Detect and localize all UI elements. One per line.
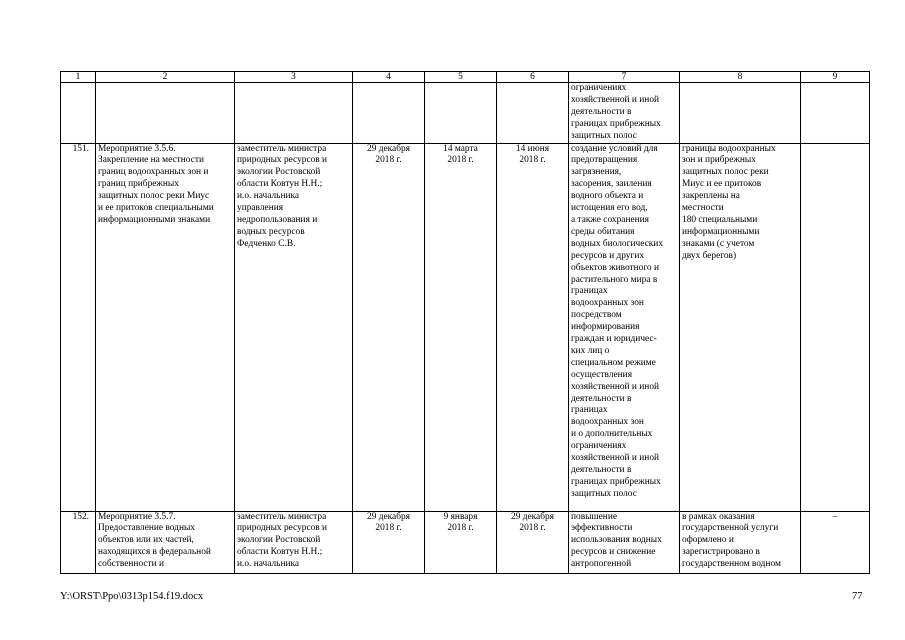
column-number: 9 — [801, 72, 870, 83]
column-number-row — [61, 72, 870, 83]
date-cell: 14 июня 2018 г. — [497, 143, 569, 511]
date-cell: 14 марта 2018 г. — [425, 143, 497, 511]
cell-empty — [497, 83, 569, 144]
column-number: 3 — [235, 72, 353, 83]
date-cell: 9 января 2018 г. — [425, 511, 497, 573]
column-number: 2 — [96, 72, 235, 83]
row-number: 151. — [61, 143, 96, 511]
date-cell: 29 декабря 2018 г. — [353, 511, 425, 573]
footer-file-path: Y:\ORST\Ppo\0313p154.f19.docx — [60, 591, 204, 602]
cell-empty — [680, 83, 801, 144]
column-number: 8 — [680, 72, 801, 83]
cell-goal-continued: ограничениях хозяйственной и иной деятельности в границах прибрежных защитных полос — [569, 83, 680, 144]
note-cell — [801, 143, 870, 511]
row-number: 152. — [61, 511, 96, 573]
goal-cell: создание условий для предотвращения загрязнения, засорения, заиления водного объекта и истощения его вод, а также сохранения среды обитания водных биологических ресурсов и других объектов животного и растительного мира в границах водоохранных зон посредством информирования граждан и юридичес- ких лиц о специальном режиме осуществления хозяйственной и иной деятельности в границах водоохранных зон и о дополнительных ограничениях хозяйственной и иной деятельности в границах прибрежных защитных полос — [569, 143, 680, 511]
table-row — [61, 143, 870, 511]
cell-empty — [235, 83, 353, 144]
cell-empty — [425, 83, 497, 144]
date-cell: 29 декабря 2018 г. — [497, 511, 569, 573]
responsible-cell: заместитель министра природных ресурсов и экологии Ростовской области Ковтун Н.Н.; и.о. начальника управления недропользования и водных ресурсов Федченко С.В. — [235, 143, 353, 511]
activity-cell: Мероприятие 3.5.6. Закрепление на местности границ водоохранных зон и границ прибрежных защитных полос реки Миус и ее притоков специальными информационными знаками — [96, 143, 235, 511]
column-number: 4 — [353, 72, 425, 83]
cell-empty — [353, 83, 425, 144]
cell-empty — [61, 83, 96, 144]
table-row — [61, 511, 870, 573]
activity-cell: Мероприятие 3.5.7. Предоставление водных объектов или их частей, находящихся в федеральной собственности и — [96, 511, 235, 573]
column-number: 6 — [497, 72, 569, 83]
cell-empty — [801, 83, 870, 144]
result-cell: границы водоохранных зон и прибрежных защитных полос реки Миус и ее притоков закреплены на местности 180 специальными информационными знаками (с учетом двух берегов) — [680, 143, 801, 511]
note-cell: – — [801, 511, 870, 573]
continuation-row — [61, 83, 870, 144]
column-number: 1 — [61, 72, 96, 83]
result-cell: в рамках оказания государственной услуги оформлено и зарегистрировано в государственном водном — [680, 511, 801, 573]
goal-cell: повышение эффективности использования водных ресурсов и снижение антропогенной — [569, 511, 680, 573]
footer-page-number: 77 — [852, 591, 863, 602]
measures-table — [60, 71, 870, 574]
cell-empty — [96, 83, 235, 144]
date-cell: 29 декабря 2018 г. — [353, 143, 425, 511]
column-number: 5 — [425, 72, 497, 83]
column-number: 7 — [569, 72, 680, 83]
responsible-cell: заместитель министра природных ресурсов и экологии Ростовской области Ковтун Н.Н.; и.о. начальника — [235, 511, 353, 573]
